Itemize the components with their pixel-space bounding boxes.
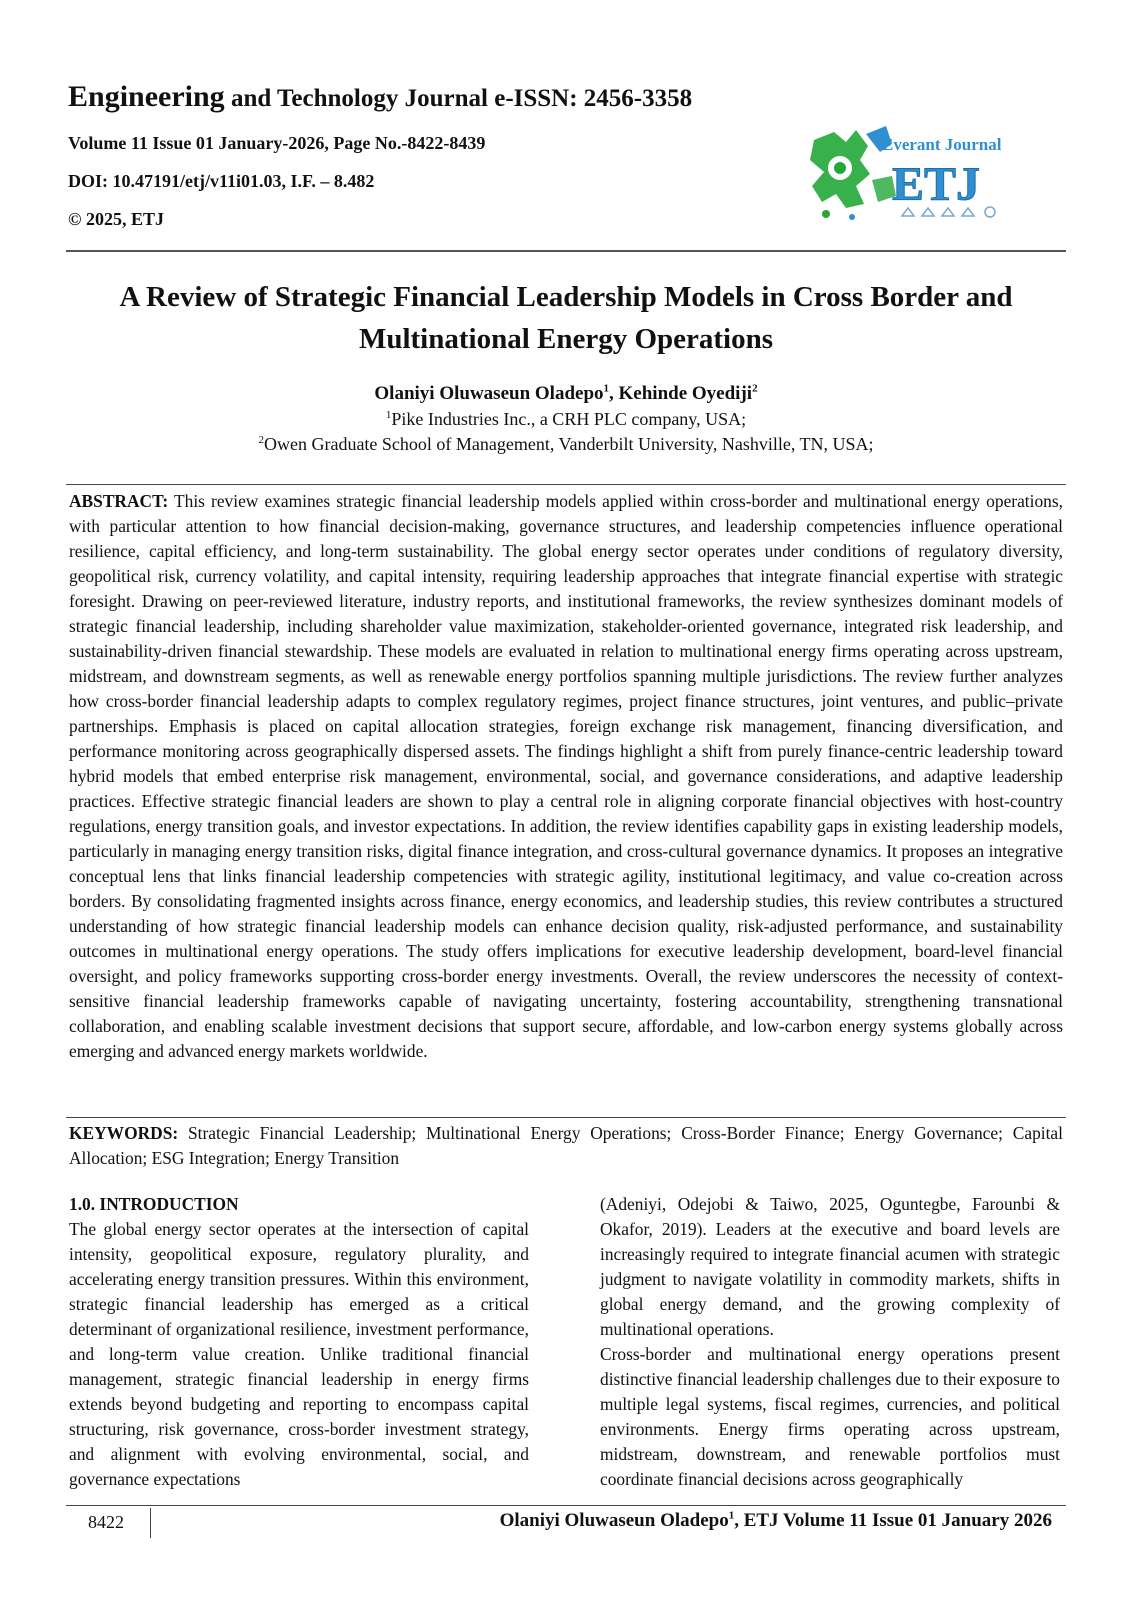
intro-paragraph-1: The global energy sector operates at the intersection of capital intensity, geopolitical exposure, regulatory plurality, and accelerating energy transition pressures. Within this environment, strategic financial leadership has emerged as a critical determinant of organizational resilience, investment performance, and long-term value creation. Unlike traditional financial management, strategic financial leadership in energy firms extends beyond budgeting and reporting to encompass capital structuring, risk governance, cross-border investment strategy, and alignment with evolving environmental, social, and governance expectations (69, 1219, 529, 1489)
logo-text-main: ETJ (892, 158, 981, 211)
paper-title (66, 276, 1066, 360)
author-separator: , (609, 383, 619, 404)
footer-rest: , ETJ Volume 11 Issue 01 January 2026 (734, 1510, 1052, 1531)
author-list (66, 382, 1066, 406)
etj-logo (806, 120, 1016, 224)
author-2-sup: 2 (752, 382, 758, 395)
affiliation-2-sup: 2 (258, 434, 264, 446)
author-1: Olaniyi Oluwaseun Oladepo (374, 383, 604, 404)
journal-title-big: Engineering (68, 80, 225, 113)
keywords-label: KEYWORDS: (69, 1123, 179, 1143)
journal-header (68, 80, 692, 230)
affiliation-1 (66, 408, 1066, 430)
intro-right-column (600, 1192, 1060, 1492)
affiliation-2 (66, 433, 1066, 455)
page-number: 8422 (88, 1512, 124, 1532)
header-rule (66, 250, 1066, 252)
footer-divider (150, 1508, 151, 1538)
keywords (69, 1121, 1063, 1171)
footer-running-head (500, 1509, 1052, 1533)
intro-paragraph-1-continued: (Adeniyi, Odejobi & Taiwo, 2025, Oguntegbe, Farounbi & Okafor, 2019). Leaders at the executive and board levels are increasingly required to integrate financial acumen with strategic judgment to navigate volatility in commodity markets, shifts in global energy demand, and the growing complexity of multinational operations. (600, 1194, 1060, 1339)
doi-line: DOI: 10.47191/etj/v11i01.03, I.F. – 8.482 (68, 171, 375, 191)
footer-author: Olaniyi Oluwaseun Oladepo (499, 1510, 729, 1531)
affiliation-1-text: Pike Industries Inc., a CRH PLC company, USA; (391, 409, 747, 429)
journal-title (68, 80, 692, 116)
abstract (69, 489, 1063, 1064)
copyright-line: © 2025, ETJ (68, 209, 164, 229)
abstract-top-rule (66, 484, 1066, 485)
footer-rule (66, 1505, 1066, 1506)
keywords-rule (66, 1117, 1066, 1118)
intro-heading: 1.0. INTRODUCTION (69, 1194, 239, 1214)
affiliation-1-sup: 1 (385, 409, 392, 421)
intro-left-column (69, 1192, 529, 1492)
volume-line: Volume 11 Issue 01 January-2026, Page No.-8422-8439 (68, 133, 486, 153)
title-line-2: Multinational Energy Operations (358, 323, 774, 355)
logo-text-top: Everant Journal (882, 135, 1002, 154)
author-1-sup: 1 (603, 382, 610, 395)
affiliation-2-text: Owen Graduate School of Management, Vanderbilt University, Nashville, TN, USA; (263, 434, 874, 454)
author-2: Kehinde Oyediji (618, 383, 753, 404)
title-line-1: A Review of Strategic Financial Leadership Models in Cross Border and (119, 281, 1013, 313)
footer-author-sup: 1 (728, 1509, 735, 1522)
abstract-text: This review examines strategic financial leadership models applied within cross-border and multinational energy operations, with particular attention to how financial decision-making, governance structures, and leadership competencies influence operational resilience, capital efficiency, and long-term sustainability. The global energy sector operates under conditions of regulatory diversity, geopolitical risk, currency volatility, and capital intensity, requiring leadership approaches that integrate financial expertise with strategic foresight. Drawing on peer-reviewed literature, industry reports, and institutional frameworks, the review synthesizes dominant models of strategic financial leadership, including shareholder value maximization, stakeholder-oriented governance, integrated risk leadership, and sustainability-driven financial stewardship. These models are evaluated in relation to multinational energy firms operating across upstream, midstream, and downstream segments, as well as renewable energy portfolios spanning multiple jurisdictions. The review further analyzes how cross-border financial leadership adapts to complex regulatory regimes, project finance structures, joint ventures, and public–private partnerships. Emphasis is placed on capital allocation strategies, foreign exchange risk management, financing diversification, and performance monitoring across geographically dispersed assets. The findings highlight a shift from purely finance-centric leadership toward hybrid models that embed enterprise risk management, environmental, social, and governance considerations, and adaptive leadership practices. Effective strategic financial leaders are shown to play a central role in aligning corporate financial objectives with host-country regulations, energy transition goals, and investor expectations. In addition, the review identifies capability gaps in existing leadership models, particularly in managing energy transition risks, digital finance integration, and cross-cultural governance dynamics. It proposes an integrative conceptual lens that links financial leadership competencies with strategic agility, institutional legitimacy, and value co-creation across borders. By consolidating fragmented insights across finance, energy economics, and leadership studies, this review contributes a structured understanding of how strategic financial leadership models can enhance decision quality, risk-adjusted performance, and sustainability outcomes in multinational energy operations. The study offers implications for executive leadership development, board-level financial oversight, and policy frameworks supporting cross-border energy investments. Overall, the review underscores the necessity of context-sensitive financial leadership frameworks capable of navigating uncertainty, fostering accountability, strengthening transnational collaboration, and enabling scalable investment decisions that support secure, affordable, and low-carbon energy systems globally across emerging and advanced energy markets worldwide. (69, 491, 1063, 1061)
keywords-text: Strategic Financial Leadership; Multinational Energy Operations; Cross-Border Finance; Energy Governance; Capital Allocation; ESG Integration; Energy Transition (69, 1123, 1063, 1168)
intro-paragraph-2: Cross-border and multinational energy operations present distinctive financial leadership challenges due to their exposure to multiple legal systems, fiscal regimes, currencies, and political environments. Energy firms operating across upstream, midstream, downstream, and renewable portfolios must coordinate financial decisions across geographically (600, 1344, 1060, 1489)
journal-title-rest: and Technology Journal e-ISSN: 2456-3358 (224, 85, 693, 112)
abstract-label: ABSTRACT: (69, 491, 169, 511)
